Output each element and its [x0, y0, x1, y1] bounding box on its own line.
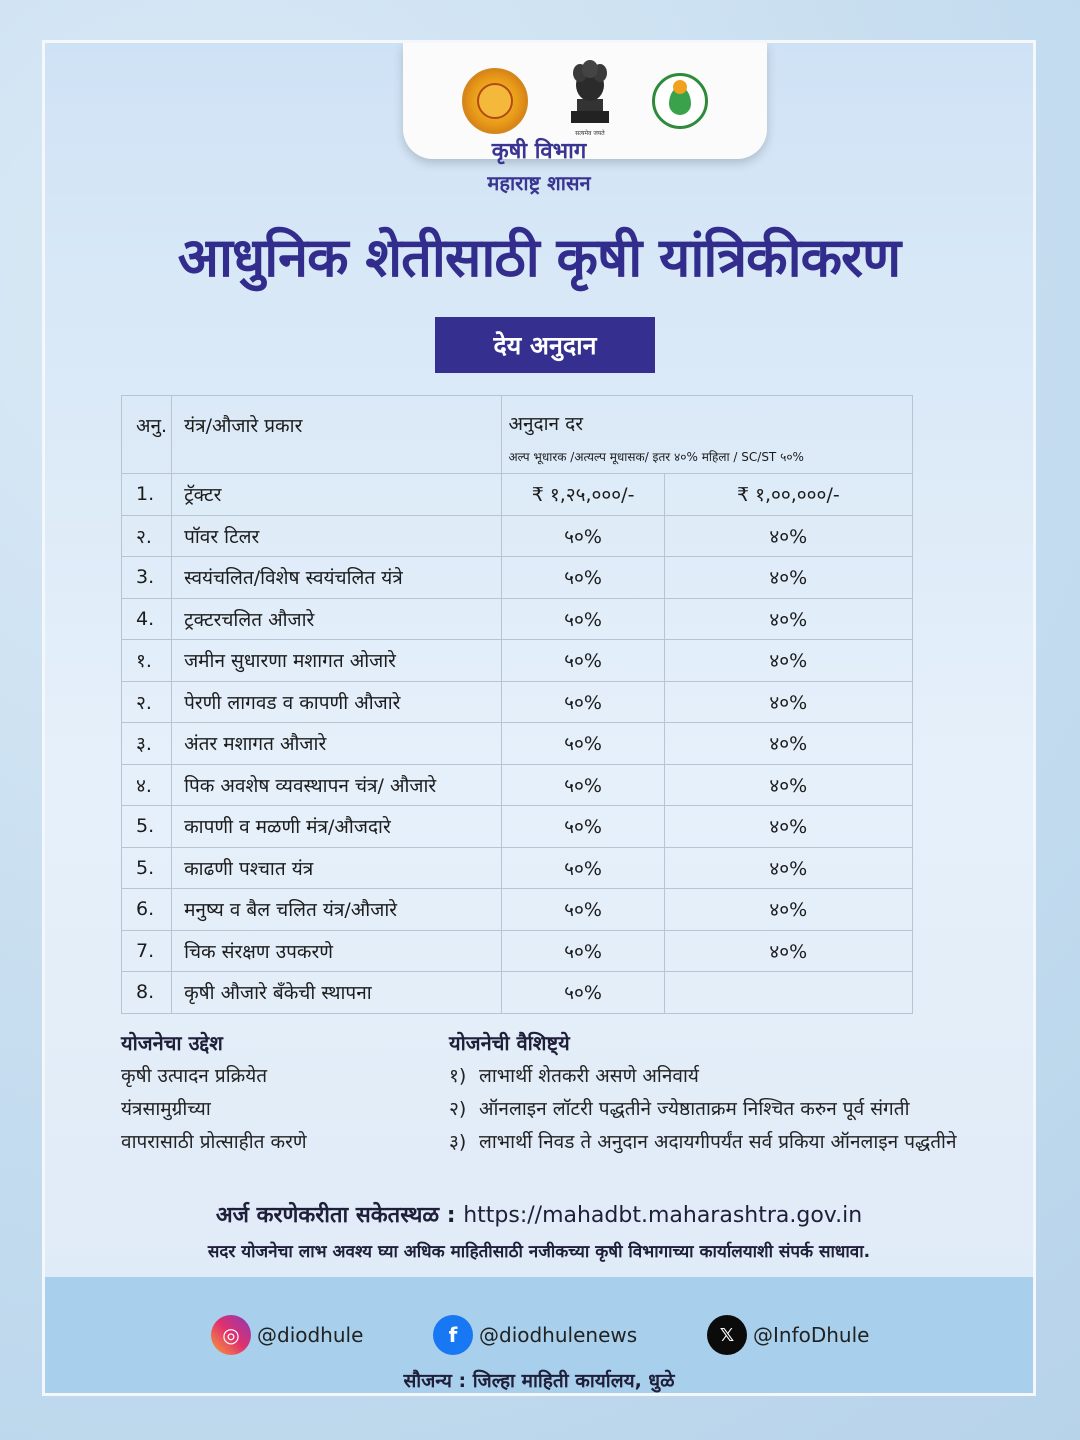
feature-item: १) लाभार्थी शेतकरी असणे अनिवार्य — [449, 1065, 699, 1087]
emblem-caption: सत्यमेव जयते — [575, 130, 605, 137]
row-rate-general: ५०% — [502, 557, 664, 599]
national-emblem-icon — [565, 59, 615, 143]
row-rate-other: ४०% — [664, 681, 912, 723]
row-rate-other: ४०% — [664, 557, 912, 599]
row-serial: 8. — [122, 972, 172, 1014]
row-serial: ३. — [122, 723, 172, 765]
row-equipment: चिक संरक्षण उपकरणे — [172, 930, 502, 972]
objective-line: कृषी उत्पादन प्रक्रियेत — [121, 1065, 268, 1087]
row-equipment: काढणी पश्चात यंत्र — [172, 847, 502, 889]
row-equipment: स्वयंचलित/विशेष स्वयंचलित यंत्रे — [172, 557, 502, 599]
rate-subtitle: अल्प भूधारक /अत्यल्प मूधासक/ इतर ४०% महिला / SC/ST ५०% — [508, 450, 804, 464]
table-row — [122, 515, 913, 557]
row-rate-general: ५०% — [502, 598, 664, 640]
header-subsidy-rate — [502, 396, 913, 474]
table-row — [122, 640, 913, 682]
table-row — [122, 847, 913, 889]
row-rate-general: ५०% — [502, 515, 664, 557]
row-serial: 5. — [122, 847, 172, 889]
row-equipment: कापणी व मळणी मंत्र/औजदारे — [172, 806, 502, 848]
feature-item: ३) लाभार्थी निवड ते अनुदान अदायगीपर्यंत सर्व प्रकिया ऑनलाइन पद्धतीने — [449, 1131, 957, 1153]
table-row — [122, 557, 913, 599]
row-equipment: मनुष्य व बैल चलित यंत्र/औजारे — [172, 889, 502, 931]
ashoka-lion-icon — [567, 59, 613, 127]
row-equipment: ट्रॅक्टर — [172, 474, 502, 516]
contact-note: सदर योजनेचा लाभ अवश्य घ्या अधिक माहितीसाठी नजीकच्या कृषी विभागाच्या कार्यालयाशी संपर्क साधावा. — [207, 1242, 871, 1262]
row-equipment: पेरणी लागवड व कापणी औजारे — [172, 681, 502, 723]
table-row — [122, 681, 913, 723]
row-serial: 6. — [122, 889, 172, 931]
row-serial: 1. — [122, 474, 172, 516]
row-rate-general: ५०% — [502, 764, 664, 806]
row-equipment: जमीन सुधारणा मशागत ओजारे — [172, 640, 502, 682]
poster-card — [42, 40, 1036, 1396]
table-row — [122, 806, 913, 848]
x-handle[interactable]: 𝕏 @InfoDhule — [707, 1315, 869, 1355]
row-serial: ४. — [122, 764, 172, 806]
row-serial: 4. — [122, 598, 172, 640]
feature-item: २) ऑनलाइन लॉटरी पद्धतीने ज्येष्ठाताक्रम निश्चित करुन पूर्व संगती — [449, 1098, 910, 1120]
footer — [45, 1277, 1033, 1396]
row-rate-other: ₹ १,००,०००/- — [664, 474, 912, 516]
instagram-handle[interactable]: ◎ @diodhule — [211, 1315, 363, 1355]
row-rate-general: ५०% — [502, 889, 664, 931]
table-row — [122, 474, 913, 516]
row-rate-general: ५०% — [502, 723, 664, 765]
row-rate-other: ४०% — [664, 515, 912, 557]
table-row — [122, 723, 913, 765]
x-icon: 𝕏 — [707, 1315, 747, 1355]
row-rate-general: ५०% — [502, 681, 664, 723]
subsidy-badge: देय अनुदान — [435, 317, 655, 373]
row-rate-other: ४०% — [664, 764, 912, 806]
row-equipment: कृषी औजारे बँकेची स्थापना — [172, 972, 502, 1014]
row-rate-other: ४०% — [664, 640, 912, 682]
header-serial: अनु. — [122, 396, 172, 474]
row-equipment: ट्रक्टरचलित औजारे — [172, 598, 502, 640]
instagram-icon: ◎ — [211, 1315, 251, 1355]
row-rate-other: ४०% — [664, 889, 912, 931]
row-serial: 3. — [122, 557, 172, 599]
row-rate-general: ५०% — [502, 847, 664, 889]
apply-label: अर्ज करणेकरीता सकेतस्थळ : — [215, 1203, 464, 1228]
row-rate-general: ५०% — [502, 806, 664, 848]
objective-title: योजनेचा उद्देश — [121, 1031, 223, 1055]
row-rate-other: ४०% — [664, 806, 912, 848]
row-serial: १. — [122, 640, 172, 682]
row-equipment: अंतर मशागत औजारे — [172, 723, 502, 765]
objective-line: वापरासाठी प्रोत्साहीत करणे — [121, 1131, 307, 1153]
scheme-objective — [121, 1029, 431, 1159]
table-row — [122, 764, 913, 806]
maharashtra-seal-icon — [462, 68, 528, 134]
krishi-logo — [652, 73, 708, 129]
row-rate-other — [664, 972, 912, 1014]
rate-title: अनुदान दर — [508, 413, 583, 435]
apply-website — [45, 1199, 1033, 1229]
objective-line: यंत्रसामुग्रीच्या — [121, 1098, 211, 1120]
features-title: योजनेची वैशिष्ट्ये — [449, 1031, 570, 1055]
row-rate-other: ४०% — [664, 723, 912, 765]
krishi-vibhag-icon — [652, 73, 708, 129]
row-rate-other: ४०% — [664, 930, 912, 972]
row-serial: 7. — [122, 930, 172, 972]
row-rate-general: ५०% — [502, 640, 664, 682]
department-name: कृषी विभाग — [491, 139, 587, 164]
table-header-row — [122, 396, 913, 474]
row-equipment: पॉवर टिलर — [172, 515, 502, 557]
website-link[interactable]: https://mahadbt.maharashtra.gov.in — [463, 1203, 863, 1228]
row-rate-other: ४०% — [664, 847, 912, 889]
row-equipment: पिक अवशेष व्यवस्थापन चंत्र/ औजारे — [172, 764, 502, 806]
row-serial: २. — [122, 515, 172, 557]
header-equipment-type: यंत्र/औजारे प्रकार — [172, 396, 502, 474]
row-rate-other: ४०% — [664, 598, 912, 640]
row-rate-general: ₹ १,२५,०००/- — [502, 474, 664, 516]
credit-line: सौजन्य : जिल्हा माहिती कार्यालय, धुळे — [403, 1370, 675, 1392]
table-row — [122, 930, 913, 972]
page-title: आधुनिक शेतीसाठी कृषी यांत्रिकीकरण — [177, 226, 901, 289]
facebook-handle[interactable]: f @diodhulenews — [433, 1315, 637, 1355]
table-row — [122, 972, 913, 1014]
facebook-icon: f — [433, 1315, 473, 1355]
row-rate-general: ५०% — [502, 930, 664, 972]
government-name: महाराष्ट्र शासन — [487, 171, 591, 195]
scheme-features — [449, 1029, 1029, 1159]
subsidy-table — [121, 395, 913, 1014]
row-serial: २. — [122, 681, 172, 723]
row-rate-general: ५०% — [502, 972, 664, 1014]
row-serial: 5. — [122, 806, 172, 848]
table-row — [122, 598, 913, 640]
table-row — [122, 889, 913, 931]
